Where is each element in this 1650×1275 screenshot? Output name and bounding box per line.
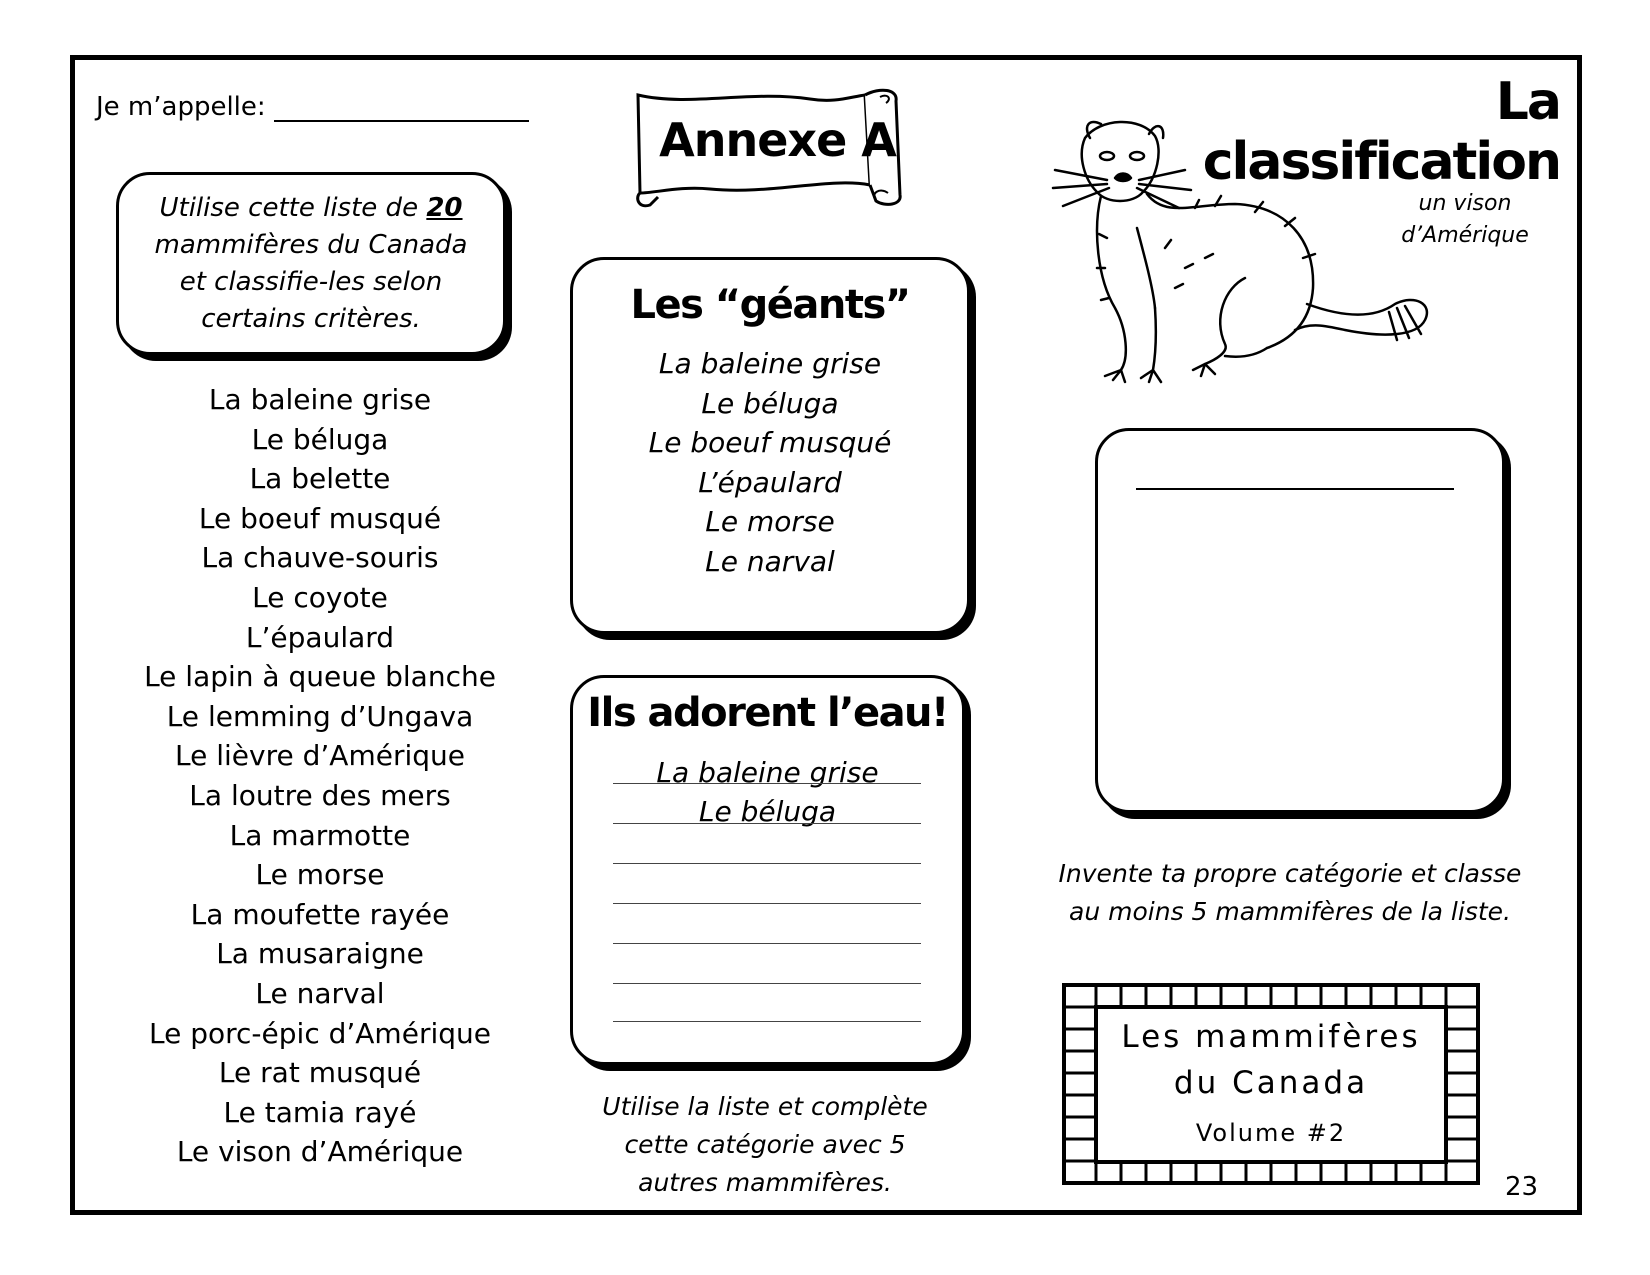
mammal-list-item: La moufette rayée xyxy=(190,897,450,931)
mink-caption: un vison d’Amérique xyxy=(1401,191,1529,248)
logo-line-3: Volume #2 xyxy=(1195,1119,1347,1147)
mink-illustration xyxy=(1045,108,1465,398)
mammal-list-item: Le porc-épic d’Amérique xyxy=(149,1016,491,1050)
mammal-list-item: La baleine grise xyxy=(208,383,432,416)
banner-text: Annexe A xyxy=(659,113,896,167)
answer-line[interactable] xyxy=(613,943,921,944)
mammal-list-item: Le rat musqué xyxy=(218,1056,422,1090)
instruction-number: 20 xyxy=(426,192,463,223)
instruction-box xyxy=(116,172,506,355)
mammal-list-item: Le boeuf musqué xyxy=(198,501,442,535)
name-field xyxy=(96,92,529,122)
water-item-2: Le béluga xyxy=(698,795,837,828)
mammal-list-item: La marmotte xyxy=(229,818,411,852)
answer-line[interactable] xyxy=(613,783,921,784)
answer-line[interactable] xyxy=(613,903,921,904)
page-title: La classification xyxy=(1202,72,1560,192)
mammal-list-item: Le tamia rayé xyxy=(223,1095,417,1129)
giants-list-item: Le boeuf musqué xyxy=(648,426,892,460)
instruction-text: Utilise cette liste de 20 mammifères du Canada et classifie-les selon certains critères. xyxy=(154,192,468,334)
answer-line[interactable] xyxy=(613,823,921,824)
logo-line-1: Les mammifères xyxy=(1121,1019,1421,1055)
mammal-list-item: Le vison d’Amérique xyxy=(176,1135,464,1169)
giants-list-item: Le narval xyxy=(705,544,835,578)
name-label: Je m’appelle: xyxy=(96,92,266,122)
mammal-list-item: Le coyote xyxy=(252,580,388,614)
water-box xyxy=(570,675,965,1065)
giants-list-item: Le morse xyxy=(705,505,835,539)
answer-line[interactable] xyxy=(613,1021,921,1022)
page-number: 23 xyxy=(1505,1172,1539,1202)
answer-line[interactable] xyxy=(613,863,921,864)
giants-list-item: L’épaulard xyxy=(698,465,842,499)
giants-title: Les “géants” xyxy=(630,282,910,328)
mammal-list xyxy=(100,380,540,1172)
mammal-list-item: Le béluga xyxy=(251,422,389,456)
mammal-list-item: La chauve-souris xyxy=(201,541,439,575)
mammal-list-item: Le morse xyxy=(255,858,385,892)
mammal-list-item: Le lièvre d’Amérique xyxy=(175,739,465,773)
giants-box xyxy=(570,257,970,634)
giants-list-item: La baleine grise xyxy=(658,347,882,380)
mammal-list-item: Le lapin à queue blanche xyxy=(144,660,496,694)
own-category-box xyxy=(1095,428,1505,813)
mammal-list-item: La loutre des mers xyxy=(189,778,451,812)
category-title-line[interactable] xyxy=(1136,488,1454,490)
mammal-list-item: Le narval xyxy=(255,976,385,1010)
giants-list-item: Le béluga xyxy=(701,386,839,420)
logo-line-2: du Canada xyxy=(1173,1065,1369,1101)
mammal-list-item: L’épaulard xyxy=(245,620,395,654)
mammal-list-item: Le lemming d’Ungava xyxy=(166,699,474,733)
mammal-list-item: La belette xyxy=(249,462,391,496)
own-category-caption: Invente ta propre catégorie et classe au moins 5 mammifères de la liste. xyxy=(1058,859,1522,926)
water-caption: Utilise la liste et complète cette catégorie avec 5 autres mammifères. xyxy=(602,1092,928,1197)
giants-list xyxy=(573,344,967,582)
water-item-1: La baleine grise xyxy=(656,756,879,789)
answer-line[interactable] xyxy=(613,983,921,984)
water-title: Ils adorent l’eau! xyxy=(587,690,948,736)
mink-icon xyxy=(1045,108,1465,398)
series-logo xyxy=(1062,983,1480,1185)
name-blank[interactable] xyxy=(274,94,529,122)
annexe-banner xyxy=(630,85,925,215)
mammal-list-item: La musaraigne xyxy=(216,937,424,971)
